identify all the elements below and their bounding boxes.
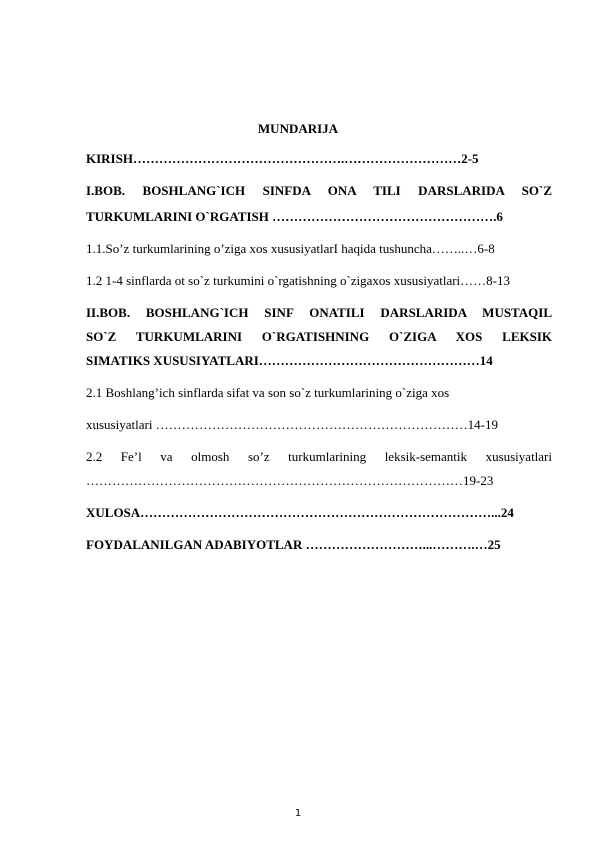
toc-entry-foydalanilgan: FOYDALANILGAN ADABIYOTLAR ………………………...……….…25	[86, 537, 501, 552]
toc-entry-2-2-line1: 2.2 Fe’l va olmosh so’z turkumlarining leksik-semantik xususiyatlari	[86, 449, 552, 464]
toc-entry-bob2-line3: SIMATIKS XUSUSIYATLARI……………………………………………14	[86, 353, 493, 368]
toc-entry-2-2-line2: ……………………………………………………………………………19-23	[86, 473, 494, 488]
toc-entry-bob2-line1: II.BOB. BOSHLANG`ICH SINF ONATILI DARSLARIDA MUSTAQIL	[86, 305, 552, 320]
toc-entry-bob2-line2: SO`Z TURKUMLARINI O`RGATISHNING O`ZIGA XOS LEKSIK	[86, 329, 552, 344]
toc-entry-kirish: KIRISH………………………………………….………………………2-5	[86, 151, 479, 166]
toc-entry-1-2: 1.2 1-4 sinflarda ot so`z turkumini o`rgatishning o`zigaxos xususiyatlari……8-13	[86, 273, 510, 288]
toc-entry-xulosa: XULOSA………………………………………………………………………...24	[86, 505, 514, 520]
page-number: 1	[294, 808, 302, 819]
page-title: MUNDARIJA	[257, 121, 339, 136]
toc-entry-bob1-line1: I.BOB. BOSHLANG`ICH SINFDA ONA TILI DARSLARIDA SO`Z	[86, 183, 552, 198]
toc-entry-1-1: 1.1.So’z turkumlarining o’ziga xos xususiyatlarI haqida tushuncha……..…6-8	[86, 241, 495, 256]
toc-entry-2-1-line2: xususiyatlari ………………………………………………………………14-19	[86, 417, 499, 432]
toc-entry-bob1-line2: TURKUMLARINI O`RGATISH …………………………………………….6	[86, 209, 503, 224]
toc-entry-2-1-line1: 2.1 Boshlang’ich sinflarda sifat va son so`z turkumlarining o`ziga xos	[86, 385, 450, 400]
